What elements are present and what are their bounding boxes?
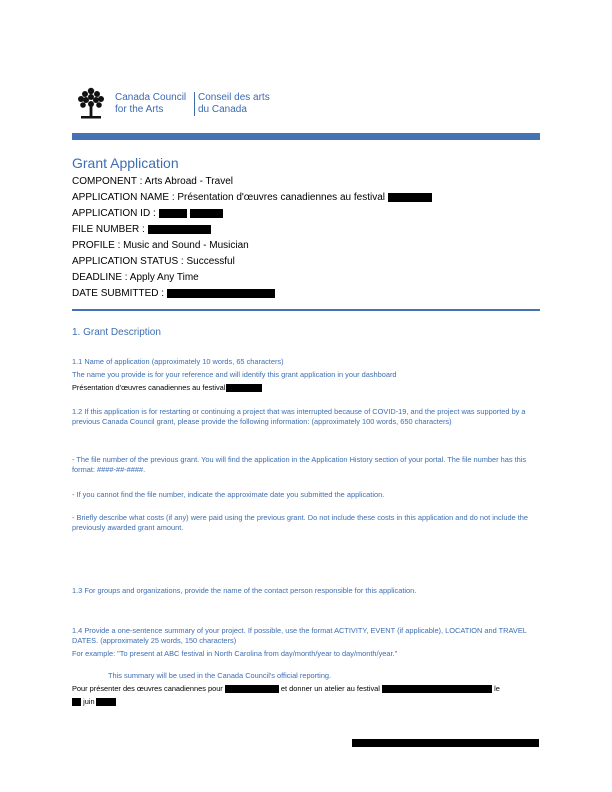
profile-field: PROFILE : Music and Sound - Musician [72, 240, 249, 251]
logo-text-english: Canada Council for the Arts [115, 92, 187, 115]
canada-council-logo [75, 86, 285, 120]
file-number-field: FILE NUMBER : [72, 224, 211, 236]
redaction-box [225, 685, 279, 693]
header-bar [72, 133, 540, 140]
question-1-2-bullet-3: - Briefly describe what costs (if any) were paid using the previous grant. Do not include these costs in this application and do not include the previously awarded grant amount. [72, 513, 529, 532]
deadline-field: DEADLINE : Apply Any Time [72, 272, 199, 283]
redaction-box [167, 289, 275, 298]
question-1-4-example: For example: "To present at ABC festival in North Carolina from day/month/year to day/month/year." [72, 649, 398, 658]
section-divider [72, 309, 540, 311]
question-1-1-help: The name you provide is for your reference and will identify this grant application in your dashboard [72, 370, 397, 379]
redaction-box [388, 193, 432, 202]
answer-1-4: Pour présenter des œuvres canadiennes pour et donner un atelier au festival le [72, 684, 500, 693]
redaction-box [96, 698, 116, 706]
redaction-box [190, 209, 223, 218]
question-1-1: 1.1 Name of application (approximately 10 words, 65 characters) [72, 357, 284, 366]
footer-redaction-box [352, 739, 539, 747]
redaction-box [72, 698, 81, 706]
logo-text-french: Conseil des arts du Canada [198, 92, 270, 115]
component-field: COMPONENT : Arts Abroad - Travel [72, 176, 233, 187]
redaction-box [148, 225, 211, 234]
logo-divider [194, 92, 195, 116]
question-1-3: 1.3 For groups and organizations, provide the name of the contact person responsible for this application. [72, 586, 417, 595]
redaction-box [382, 685, 492, 693]
date-submitted-field: DATE SUBMITTED : [72, 288, 275, 300]
redaction-box [226, 384, 262, 392]
section-heading: 1. Grant Description [72, 327, 161, 338]
application-status-field: APPLICATION STATUS : Successful [72, 256, 235, 267]
question-1-2-bullet-1: - The file number of the previous grant. You will find the application in the Application History section of your portal. The file number has this format: ####-##-####. [72, 455, 527, 474]
redaction-box [159, 209, 187, 218]
question-1-4: 1.4 Provide a one-sentence summary of your project. If possible, use the format ACTIVITY, EVENT (if applicable), LOCATION and TRAVEL DATES. (approximately 25 words, 150 characters) [72, 626, 527, 645]
page-title: Grant Application [72, 155, 179, 171]
application-name-field: APPLICATION NAME : Présentation d'œuvres canadiennes au festival [72, 192, 432, 204]
question-1-2: 1.2 If this application is for restarting or continuing a project that was interrupted because of COVID-19, and the project was supported by a previous Canada Council grant, please provide the following information: (approximately 100 words, 650 characters) [72, 407, 526, 426]
answer-1-1: Présentation d'œuvres canadiennes au festival [72, 383, 542, 393]
answer-1-4-continued: juin [72, 697, 542, 707]
question-1-4-note: This summary will be used in the Canada Council's official reporting. [108, 671, 332, 680]
application-id-field: APPLICATION ID : [72, 208, 223, 220]
question-1-2-bullet-2: - If you cannot find the file number, indicate the approximate date you submitted the application. [72, 490, 385, 499]
tree-emblem-icon [75, 86, 107, 120]
